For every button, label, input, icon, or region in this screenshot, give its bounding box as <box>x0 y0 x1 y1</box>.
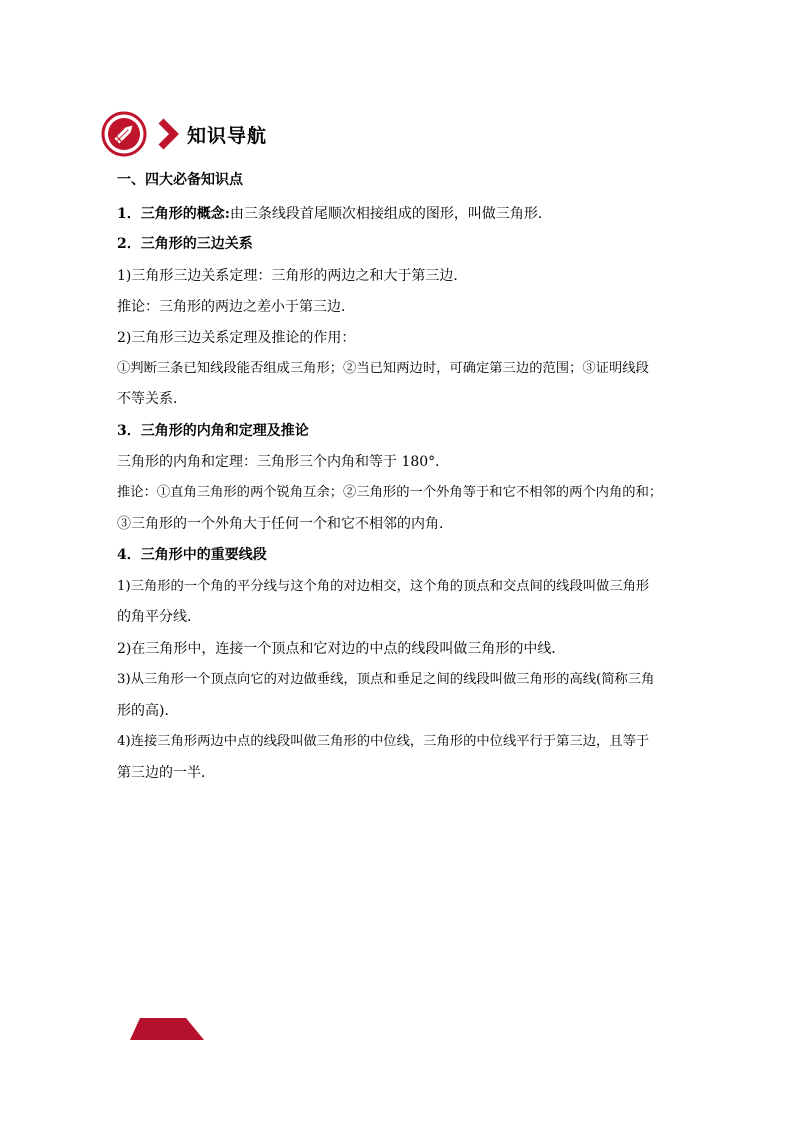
chevron-right-icon <box>155 117 181 151</box>
item-2-heading: 2．三角形的三边关系 <box>117 236 253 252</box>
item-3-paragraph: 三角形的内角和定理：三角形三个内角和等于 180°． <box>117 454 450 470</box>
item-4-paragraph: 2)在三角形中，连接一个顶点和它对边的中点的线段叫做三角形的中线． <box>117 641 566 657</box>
item-2-paragraph: 不等关系． <box>117 391 187 407</box>
item-3-heading: 3．三角形的内角和定理及推论 <box>117 423 309 439</box>
item-2-paragraph: 2)三角形三边关系定理及推论的作用： <box>117 330 356 346</box>
item-1-number: 1． <box>117 206 141 222</box>
header-title: 知识导航 <box>187 124 268 147</box>
item-3-paragraph: 推论：①直角三角形的两个锐角互余；②三角形的一个外角等于和它不相邻的两个内角的和； <box>117 485 663 500</box>
item-1-term: 三角形的概念: <box>140 206 230 222</box>
item-2-paragraph: 推论：三角形的两边之差小于第三边． <box>117 299 355 315</box>
item-4-paragraph: 的角平分线． <box>117 609 201 625</box>
section-heading: 一、四大必备知识点 <box>117 172 243 188</box>
item-4-paragraph: 形的高)． <box>117 703 179 719</box>
item-4-paragraph: 第三边的一半． <box>117 765 215 781</box>
item-4-paragraph: 4)连接三角形两边中点的线段叫做三角形的中位线，三角形的中位线平行于第三边，且等于 <box>117 734 650 749</box>
section-header <box>101 110 267 158</box>
item-2-paragraph: ①判断三条已知线段能否组成三角形；②当已知两边时，可确定第三边的范围；③证明线段 <box>117 361 649 376</box>
item-3-paragraph: ③三角形的一个外角大于任何一个和它不相邻的内角． <box>117 516 453 532</box>
item-4-paragraph: 1)三角形的一个角的平分线与这个角的对边相交，这个角的顶点和交点间的线段叫做三角形 <box>117 579 650 594</box>
item-4-paragraph: 3)从三角形一个顶点向它的对边做垂线，顶点和垂足之间的线段叫做三角形的高线(简称三角 <box>117 672 655 687</box>
item-2-paragraph: 1)三角形三边关系定理：三角形的两边之和大于第三边． <box>117 268 468 284</box>
item-4-heading: 4．三角形中的重要线段 <box>117 547 267 563</box>
item-1 <box>117 204 552 224</box>
pencil-icon <box>101 111 147 157</box>
footer-decoration <box>130 1018 204 1040</box>
item-1-text: 由三条线段首尾顺次相接组成的图形，叫做三角形． <box>229 206 552 222</box>
